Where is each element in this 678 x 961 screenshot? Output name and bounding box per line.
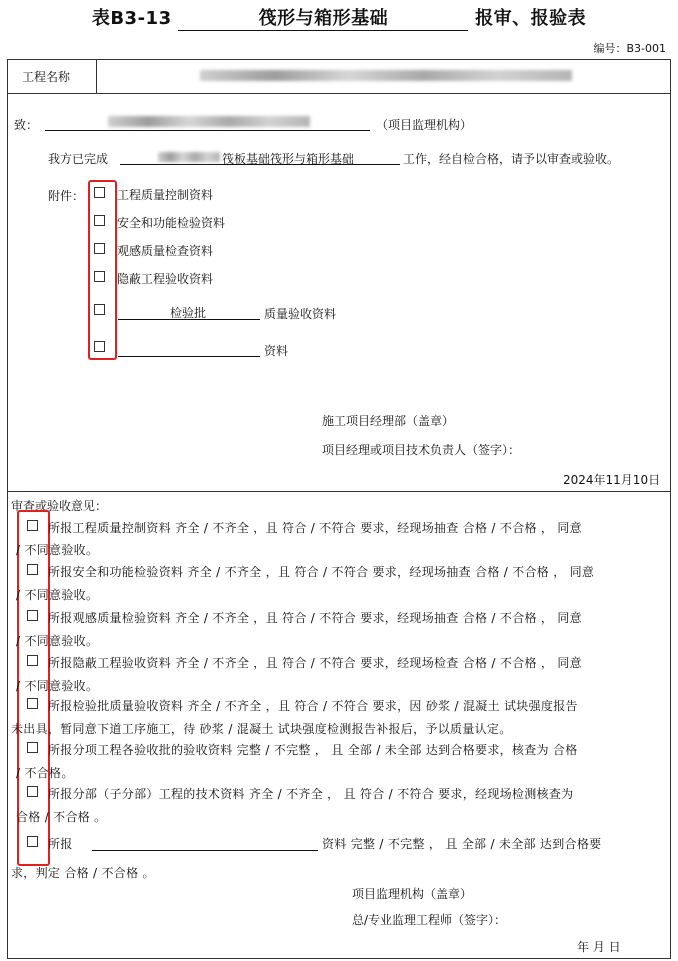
attach-label: 附件： bbox=[48, 189, 85, 203]
completed-work: 筏板基础筏形与箱形基础 bbox=[222, 152, 355, 166]
review-item-line2: / 不同意验收。 bbox=[16, 588, 99, 602]
review-checkbox[interactable] bbox=[27, 698, 38, 709]
attachment-checkbox[interactable] bbox=[94, 243, 105, 254]
review-item-line2: / 不同意验收。 bbox=[16, 543, 99, 557]
to-label: 致： bbox=[14, 118, 39, 132]
review-item-line2: 合格 / 不合格 。 bbox=[16, 810, 107, 824]
to-suffix: （项目监理机构） bbox=[376, 118, 473, 132]
review-item-line1: 所报检验批质量验收资料 齐全 / 不齐全 ，且 符合 / 不符合 要求，因 砂浆 / 混凝土 试块强度报告 bbox=[48, 699, 578, 713]
review-item-line1: 所报隐蔽工程验收资料 齐全 / 不齐全 ，且 符合 / 不符合 要求，经现场检查 合格 / 不合格 ， 同意 bbox=[48, 656, 582, 670]
col-divider bbox=[96, 59, 97, 94]
attachments-highlight bbox=[88, 180, 117, 360]
project-name-redacted bbox=[200, 70, 572, 81]
attachment-checkbox[interactable] bbox=[94, 187, 105, 198]
review-checkbox[interactable] bbox=[27, 836, 38, 847]
review-last-prefix: 所报 bbox=[48, 837, 73, 851]
form-title-suffix: 报审、报验表 bbox=[475, 8, 587, 29]
attachment-checkbox[interactable] bbox=[94, 271, 105, 282]
attachment-label: 观感质量检查资料 bbox=[117, 244, 214, 258]
manager-sign: 项目经理或项目技术负责人（签字）： bbox=[322, 443, 521, 457]
review-item-line2: 未出具，暂同意下道工序施工，待 砂浆 / 混凝土 试块强度检测报告补报后，予以质量认定。 bbox=[11, 722, 512, 736]
completed-work-redacted bbox=[158, 152, 220, 162]
project-name-label: 工程名称 bbox=[22, 70, 71, 84]
review-item-line1: 所报工程质量控制资料 齐全 / 不齐全 ，且 符合 / 不符合 要求，经现场抽查 合格 / 不合格 ， 同意 bbox=[48, 521, 582, 535]
lot-suffix: 质量验收资料 bbox=[264, 307, 337, 321]
row-divider bbox=[7, 93, 671, 94]
section-divider bbox=[7, 491, 671, 492]
review-item-line2: / 不合格。 bbox=[16, 766, 74, 780]
review-item-line1: 所报安全和功能检验资料 齐全 / 不齐全 ，且 符合 / 不符合 要求，经现场抽查 合格 / 不合格 ， 同意 bbox=[48, 565, 595, 579]
review-last-suffix: 资料 完整 / 不完整 ， 且 全部 / 未全部 达到合格要 bbox=[322, 837, 602, 851]
review-item-line1: 所报分部（子分部）工程的技术资料 齐全 / 不齐全 ， 且 符合 / 不符合 要求，经现场检测核查为 bbox=[48, 787, 574, 801]
review-checkbox[interactable] bbox=[27, 564, 38, 575]
form-subject: 筏形与箱形基础 bbox=[178, 4, 468, 31]
completed-suffix: 工作，经自检合格，请予以审查或验收。 bbox=[403, 152, 620, 166]
review-item-line1: 所报分项工程各验收批的验收资料 完整 / 不完整 ， 且 全部 / 未全部 达到合格要求，核查为 合格 bbox=[48, 743, 578, 757]
table-number: 表B3-13 bbox=[91, 8, 172, 29]
other-field[interactable] bbox=[118, 342, 260, 357]
review-checkbox[interactable] bbox=[27, 655, 38, 666]
review-date: 年 月 日 bbox=[577, 940, 621, 954]
to-field-redacted bbox=[108, 116, 310, 127]
review-last-line2: 求，判定 合格 / 不合格 。 bbox=[11, 866, 155, 880]
review-heading: 审查或验收意见： bbox=[11, 499, 108, 513]
attachment-checkbox[interactable] bbox=[94, 341, 105, 352]
review-checkbox[interactable] bbox=[27, 610, 38, 621]
attachment-checkbox[interactable] bbox=[94, 304, 105, 315]
other-suffix: 资料 bbox=[264, 344, 289, 358]
review-checkbox[interactable] bbox=[27, 786, 38, 797]
review-item-line2: / 不同意验收。 bbox=[16, 634, 99, 648]
attachment-checkbox[interactable] bbox=[94, 215, 105, 226]
form-title bbox=[0, 4, 678, 31]
attachment-label: 安全和功能检验资料 bbox=[117, 216, 226, 230]
review-last-field[interactable] bbox=[92, 836, 318, 851]
attachment-label: 隐蔽工程验收资料 bbox=[117, 272, 214, 286]
lot-fill: 检验批 bbox=[170, 306, 207, 320]
completed-prefix: 我方已完成 bbox=[48, 152, 109, 166]
attachment-label: 工程质量控制资料 bbox=[117, 188, 214, 202]
engineer-sign: 总/专业监理工程师（签字）： bbox=[352, 913, 507, 927]
review-checkbox[interactable] bbox=[27, 520, 38, 531]
submission-date: 2024年11月10日 bbox=[563, 473, 661, 487]
review-checkbox[interactable] bbox=[27, 742, 38, 753]
contractor-dept: 施工项目经理部（盖章） bbox=[322, 414, 455, 428]
review-item-line2: / 不同意验收。 bbox=[16, 679, 99, 693]
form-code: 编号：B3-001 bbox=[593, 42, 666, 55]
supervisor-org: 项目监理机构（盖章） bbox=[352, 887, 473, 901]
review-item-line1: 所报观感质量检验资料 齐全 / 不齐全 ，且 符合 / 不符合 要求，经现场抽查 合格 / 不合格 ， 同意 bbox=[48, 611, 582, 625]
